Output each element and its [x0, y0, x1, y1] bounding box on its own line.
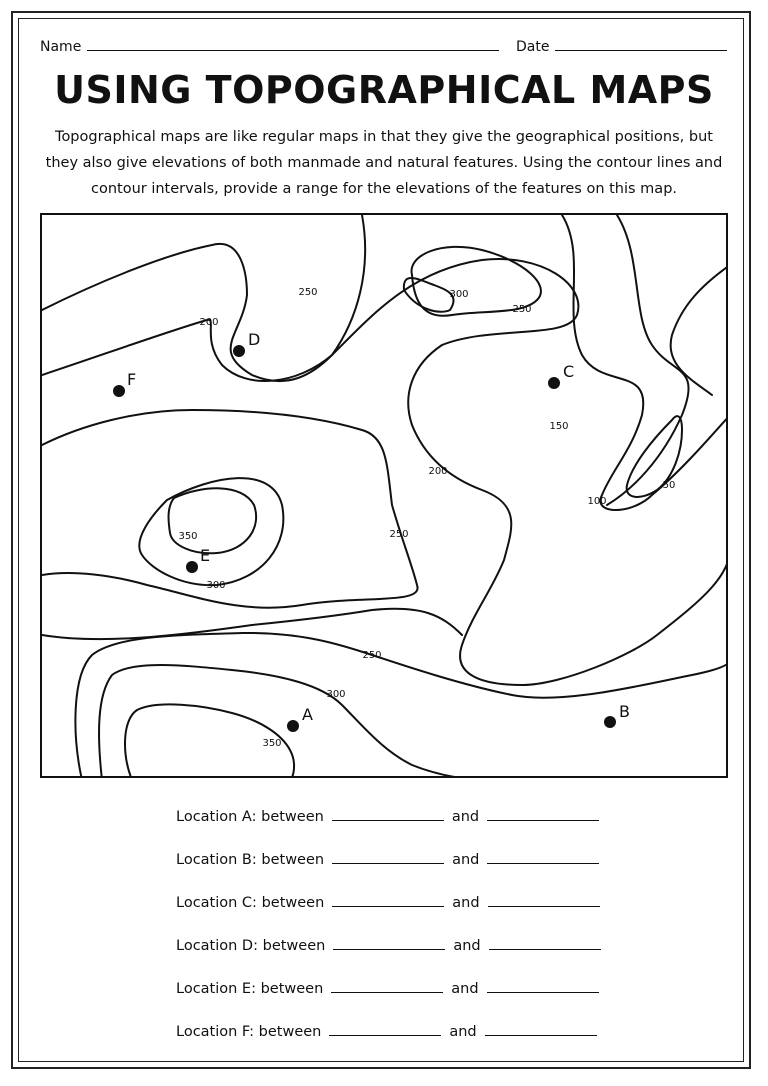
question-row: [176, 894, 608, 911]
name-field[interactable]: [40, 38, 499, 55]
point-e-marker: [186, 561, 198, 573]
location-label: Location D:: [176, 938, 258, 954]
location-label: Location E:: [176, 981, 256, 997]
contour-label: 150: [549, 421, 569, 432]
question-row: [176, 851, 607, 868]
answer-blank-low[interactable]: [332, 894, 444, 907]
answer-blank-low[interactable]: [331, 980, 443, 993]
contour-line: [671, 265, 728, 395]
point-a-marker: [287, 720, 299, 732]
point-d-label: D: [248, 330, 261, 349]
date-blank-line[interactable]: [555, 38, 727, 51]
point-d-marker: [233, 345, 245, 357]
contour-label: 350: [178, 531, 198, 542]
location-label: Location C:: [176, 895, 257, 911]
contour-line: [42, 410, 418, 608]
contour-label: 50: [662, 480, 676, 491]
answer-blank-low[interactable]: [333, 937, 445, 950]
between-label: between: [258, 1024, 322, 1040]
between-label: between: [260, 981, 324, 997]
location-label: Location A:: [176, 809, 257, 825]
location-label: Location F:: [176, 1024, 255, 1040]
topographic-map: [40, 213, 728, 778]
answer-blank-high[interactable]: [489, 937, 601, 950]
and-label: and: [451, 809, 480, 825]
point-b-marker: [604, 716, 616, 728]
answer-blank-high[interactable]: [487, 851, 599, 864]
contour-label: 200: [428, 466, 448, 477]
question-row: [176, 1023, 605, 1040]
name-label: Name: [40, 39, 82, 55]
contour-label: 300: [206, 580, 226, 591]
contour-label: 300: [326, 689, 346, 700]
contour-line: [75, 633, 728, 778]
and-label: and: [449, 1024, 477, 1040]
contour-label: 300: [449, 289, 469, 300]
and-label: and: [451, 981, 479, 997]
question-row: [176, 937, 609, 954]
between-label: between: [261, 895, 325, 911]
contour-label: 250: [298, 287, 318, 298]
between-label: between: [262, 938, 326, 954]
contour-line: [42, 609, 462, 639]
point-e-label: E: [200, 546, 211, 565]
contour-lines: [42, 215, 728, 778]
and-label: and: [452, 895, 480, 911]
between-label: between: [261, 809, 324, 825]
contour-line: [562, 215, 728, 510]
contour-line: [42, 215, 365, 381]
point-c-marker: [548, 377, 560, 389]
answer-blank-high[interactable]: [487, 808, 599, 821]
contour-label: 250: [389, 529, 409, 540]
point-b-label: B: [619, 702, 630, 721]
contour-label: 100: [587, 496, 607, 507]
answer-blank-high[interactable]: [488, 894, 600, 907]
date-field[interactable]: [516, 38, 727, 55]
answer-blank-low[interactable]: [329, 1023, 441, 1036]
answer-blank-low[interactable]: [332, 851, 444, 864]
contour-map-svg: [42, 215, 728, 778]
page-title: USING TOPOGRAPHICAL MAPS: [54, 68, 714, 112]
question-row: [176, 808, 607, 825]
point-f-marker: [113, 385, 125, 397]
location-label: Location B:: [176, 852, 257, 868]
question-row: [176, 980, 607, 997]
contour-line: [404, 278, 454, 312]
intro-paragraph: Topographical maps are like regular maps in that they give the geographical positions, but they also give elevations of both manmade and natural features. Using the contour lines and contour intervals, provide a range for the elevations of the features on this map.: [45, 129, 723, 197]
contour-line: [42, 259, 728, 685]
and-label: and: [453, 938, 481, 954]
answer-blank-high[interactable]: [485, 1023, 597, 1036]
point-a-label: A: [302, 705, 313, 724]
date-label: Date: [516, 39, 550, 55]
contour-line: [139, 478, 283, 585]
answer-blank-high[interactable]: [487, 980, 599, 993]
between-label: between: [261, 852, 325, 868]
answer-blank-low[interactable]: [332, 808, 444, 821]
and-label: and: [452, 852, 480, 868]
contour-label: 250: [362, 650, 382, 661]
point-c-label: C: [563, 362, 575, 381]
contour-label: 200: [199, 317, 219, 328]
name-blank-line[interactable]: [87, 38, 499, 51]
contour-label: 250: [512, 304, 532, 315]
point-f-label: F: [127, 370, 137, 389]
contour-line: [169, 488, 257, 553]
contour-label: 350: [262, 738, 282, 749]
